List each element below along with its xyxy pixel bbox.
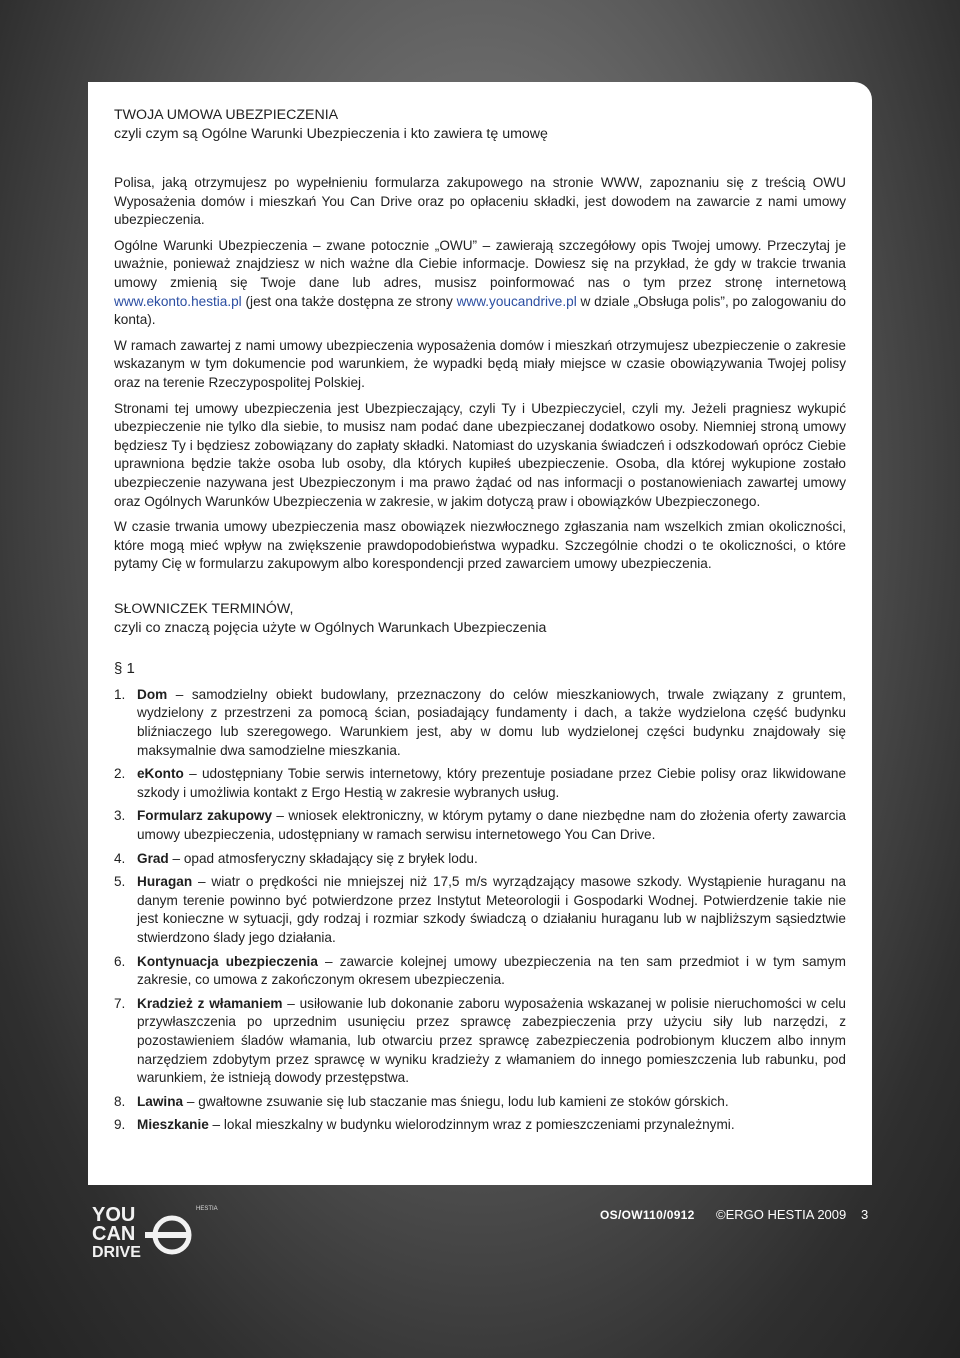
item-number: 8.	[114, 1093, 126, 1109]
copyright: ©ERGO HESTIA 2009	[716, 1207, 847, 1222]
p2-text-a: Ogólne Warunki Ubezpieczenia – zwane potocznie „OWU” – zawierają szczegółowy opis Twojej umowy. Przeczytaj je uważnie, ponieważ znajdziesz w nich ważne dla Ciebie informacje. Dowiesz się na przykład, że gdy w trakcie trwania umowy zmienią się Twoje dane lub adres, musisz poinformować nas o tym przez stronę internetową	[114, 237, 846, 290]
term: Grad	[137, 850, 169, 866]
intro-paragraph-2	[114, 237, 846, 330]
term: Mieszkanie	[137, 1117, 209, 1133]
definition: – lokal mieszkalny w budynku wielorodzinnym wraz z pomieszczeniami przynależnymi.	[208, 1117, 735, 1133]
logo-line-can: CAN	[92, 1223, 136, 1245]
intro-paragraph-4: Stronami tej umowy ubezpieczenia jest Ubezpieczający, czyli Ty i Ubezpieczyciel, czyli my. Jeżeli pragniesz wykupić ubezpieczenie nie tylko dla siebie, to musisz nam podać dane ubezpieczanej dodatkowo osoby. Niemniej stroną umowy będziesz Ty i będziesz zobowiązany do zapłaty składki. Natomiast do uzyskania świadczeń i odszkodowań oprócz Ciebie uprawniona będzie także osoba lub osoby, dla których kupiłeś ubezpieczenie. Osoba, dla której wykupione zostało ubezpieczenie nazywana jest Ubezpieczonym i ma prawo żądać od nas informacji o postanowieniach zawartej umowy oraz Ogólnych Warunków Ubezpieczenia w zakresie, w jakim dotyczą praw i obowiązków Ubezpieczonego.	[114, 400, 846, 509]
term: Kradzież z włamaniem	[137, 995, 283, 1011]
item-number: 1.	[114, 686, 126, 702]
item-number: 5.	[114, 874, 126, 890]
item-number: 2.	[114, 766, 126, 782]
list-item	[114, 1116, 846, 1135]
item-number: 7.	[114, 995, 126, 1011]
item-number: 4.	[114, 850, 126, 866]
item-number: 9.	[114, 1117, 126, 1133]
p2-text-b: (jest ona także dostępna ze strony	[241, 293, 457, 309]
term: eKonto	[137, 766, 184, 782]
definition: – udostępniany Tobie serwis internetowy, który prezentuje posiadane przez Ciebie polisy oraz likwidowane szkody i umożliwia kontakt z Ergo Hestią w zakresie wybranych usług.	[137, 766, 846, 800]
item-number: 3.	[114, 808, 126, 824]
term: Formularz zakupowy	[137, 808, 273, 824]
list-item	[114, 873, 846, 947]
glossary-title: SŁOWNICZEK TERMINÓW,	[114, 600, 294, 617]
term: Kontynuacja ubezpieczenia	[137, 953, 318, 969]
definition: – zawarcie kolejnej umowy ubezpieczenia na ten sam przedmiot i w tym samym zakresie, co umowa z zakończonym okresem ubezpieczenia.	[137, 953, 846, 988]
glossary-section	[114, 600, 846, 1135]
section-title: TWOJA UMOWA UBEZPIECZENIA	[114, 107, 339, 123]
hestia-brand: HESTIA	[196, 1206, 218, 1212]
definition: – wniosek elektroniczny, w którym pytamy o dane niezbędne nam do złożenia oferty zawarcia umowy ubezpieczenia, udostępniany w ramach serwisu internetowego You Can Drive.	[137, 808, 846, 843]
logo-bar-icon	[145, 1232, 189, 1238]
list-item	[114, 807, 846, 844]
term: Dom	[137, 686, 168, 702]
definition: – opad atmosferyczny składający się z bryłek lodu.	[168, 850, 478, 866]
ekonto-link[interactable]: www.ekonto.hestia.pl	[114, 293, 242, 309]
item-number: 6.	[114, 953, 126, 969]
list-item	[114, 850, 846, 869]
list-item	[114, 686, 846, 760]
paragraph-symbol: § 1	[114, 659, 135, 677]
logo-line-you: YOU	[92, 1204, 136, 1226]
definition: – gwałtowne zsuwanie się lub staczanie mas śniegu, lodu lub kamieni ze stoków górskich.	[183, 1093, 729, 1109]
intro-paragraph-3: W ramach zawartej z nami umowy ubezpieczenia wyposażenia domów i mieszkań otrzymujesz ubezpieczenie o zakresie wskazanym w tym dokumencie pod warunkiem, że wypadki będą miały miejsce w czasie obowiązywania Twojej polisy oraz na terenie Rzeczypospolitej Polskiej.	[114, 337, 846, 390]
definition: – usiłowanie lub dokonanie zaboru wyposażenia wskazanej w polisie nieruchomości w celu przywłaszczenia po uprzednim usunięciu przez sprawcę zabezpieczenia przy użyciu siły lub narzędzi, z pozostawieniem śladów włamania, lub otwarciu przez sprawcę zabezpieczenia podrobionym kluczem albo innym narzędziem zdobytym przez sprawcę w wyniku kradzieży z włamaniem do innego pomieszczenia lub rabunku, pod warunkiem, że istnieją dowody przestępstwa.	[137, 995, 846, 1086]
list-item	[114, 953, 846, 990]
term: Lawina	[137, 1093, 184, 1109]
definitions-list	[114, 686, 846, 1135]
document-code: OS/OW110/0912	[600, 1208, 695, 1222]
section-subtitle: czyli czym są Ogólne Warunki Ubezpieczenia i kto zawiera tę umowę	[114, 126, 548, 142]
term: Huragan	[137, 874, 193, 890]
p2-text-c: w dziale „Obsługa polis”, po zalogowaniu do konta).	[114, 293, 846, 328]
definition: – wiatr o prędkości nie mniejszej niż 17,5 m/s wyrządzający masowe szkody. Wystąpienie huraganu na danym terenie powinno być potwierdzone przez Instytut Meteorologii i Gospodarki Wodnej. Potwierdzenie takie nie jest konieczne w sytuacji, gdy rodzaj i rozmiar szkody świadczą o działaniu huraganu lub w najbliższym sąsiedztwie stwierdzono ślady jego działania.	[137, 874, 846, 945]
logo-line-drive: DRIVE	[92, 1244, 141, 1261]
list-item	[114, 765, 846, 802]
list-item	[114, 995, 846, 1088]
intro-paragraph-5: W czasie trwania umowy ubezpieczenia masz obowiązek niezwłocznego zgłaszania nam wszelkich zmian okoliczności, które mogą mieć wpływ na zwiększenie prawdopodobieństwa wypadku. Szczególnie chodzi o te okoliczności, o które pytamy Cię w formularzu zakupowym albo korespondencji przed zawarciem umowy ubezpieczenia.	[114, 519, 846, 572]
page-number: 3	[861, 1207, 869, 1222]
glossary-subtitle: czyli co znaczą pojęcia użyte w Ogólnych Warunkach Ubezpieczenia	[114, 619, 547, 636]
list-item	[114, 1093, 846, 1112]
intro-paragraph-1: Polisa, jaką otrzymujesz po wypełnieniu formularza zakupowego na stronie WWW, zapoznaniu się z treścią OWU Wyposażenia domów i mieszkań You Can Drive oraz po opłaceniu składki, jest dowodem na zawarcie z nami umowy ubezpieczenia.	[114, 175, 846, 228]
document-page	[88, 82, 872, 1185]
youcandrive-link[interactable]: www.youcandrive.pl	[456, 293, 577, 309]
definition: – samodzielny obiekt budowlany, przeznaczony do celów mieszkaniowych, trwale związany z gruntem, wydzielony z przestrzeni za pomocą ścian, posiadający fundamenty i dach, a także wydzielona część budynku bliźniaczego lub szeregowego. Warunkiem jest, aby w domu lub wydzielonej części budynku znajdowały się maksymalnie dwa samodzielne mieszkania.	[137, 686, 846, 758]
